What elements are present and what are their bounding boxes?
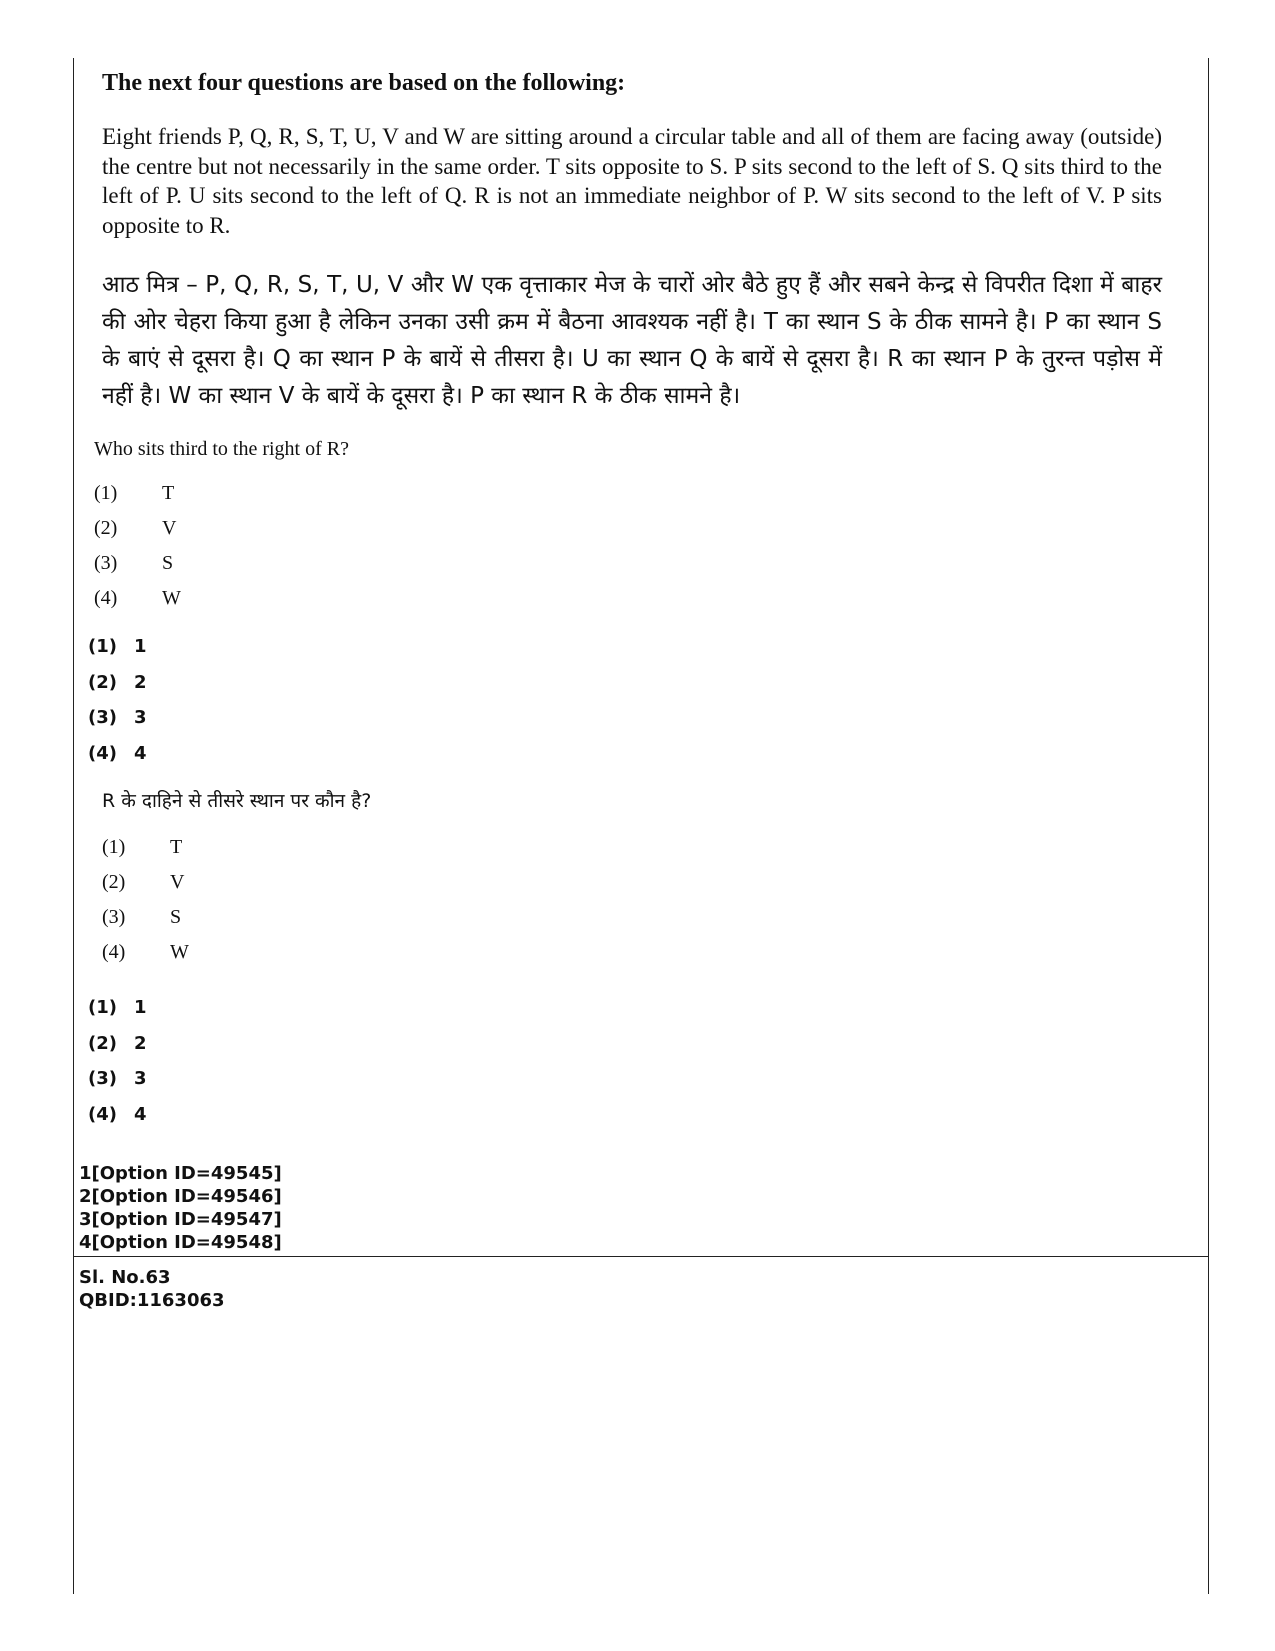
passage-english: Eight friends P, Q, R, S, T, U, V and W are sitting around a circular table and all of them are facing away (outside) the centre but not necessarily in the same order. T sits opposite to S. P sits second to the left of S. Q sits third to the left of P. U sits second to the left of Q. R is not an immediate neighbor of P. W sits second to the left of V. P sits opposite to R. [102,124,1162,238]
answer-row: (2) 2 [88,1032,147,1054]
option-row: (3) S [102,906,182,928]
option-row: (2) V [94,517,177,539]
serial-number: Sl. No.63 [79,1267,171,1288]
answer-choices-2 [88,997,147,1139]
passage-hindi: आठ मित्र – P, Q, R, S, T, U, V और W एक वृत्ताकार मेज के चारों ओर बैठे हुए हैं और सबने केन्द्र से विपरीत दिशा में बाहर की ओर चेहरा किया हुआ है लेकिन उनका उसी क्रम में बैठना आवश्यक नहीं है। T का स्थान S के ठीक सामने है। P का स्थान S के बाएं से दूसरा है। Q का स्थान P के बायें से तीसरा है। U का स्थान Q के बायें से दूसरा है। R का स्थान P के तुरन्त पड़ोस में नहीं है। W का स्थान V के बायें के दूसरा है। P का स्थान R के ठीक सामने है। [102,272,1162,409]
right-border [1208,58,1209,1594]
qbid: QBID:1163063 [79,1290,225,1311]
question-hindi: R के दाहिने से तीसरे स्थान पर कौन है? [102,790,372,812]
section-divider [73,1256,1209,1257]
answer-row: (3) 3 [88,1068,147,1090]
answer-row: (1) 1 [88,997,147,1018]
answer-row: (1) 1 [88,636,147,657]
passage-heading: The next four questions are based on the following: [102,70,626,96]
option-id: 2[Option ID=49546] [79,1186,282,1207]
options-hindi [102,836,189,976]
answer-row: (2) 2 [88,671,147,693]
option-row: (2) V [102,871,185,893]
option-id: 4[Option ID=49548] [79,1232,282,1253]
option-row: (4) W [102,941,189,963]
answer-row: (4) 4 [88,1103,147,1125]
options-english [94,482,181,622]
option-row: (1) T [102,836,183,858]
option-id-list [79,1162,282,1254]
answer-choices-1 [88,636,147,778]
option-row: (3) S [94,552,174,574]
question-meta [79,1266,225,1312]
option-id: 1[Option ID=49545] [79,1163,282,1184]
option-id: 3[Option ID=49547] [79,1209,282,1230]
answer-row: (4) 4 [88,742,147,764]
option-row: (4) W [94,587,181,609]
question-english: Who sits third to the right of R? [94,438,349,460]
answer-row: (3) 3 [88,707,147,729]
left-border [73,58,74,1594]
option-row: (1) T [94,482,175,504]
